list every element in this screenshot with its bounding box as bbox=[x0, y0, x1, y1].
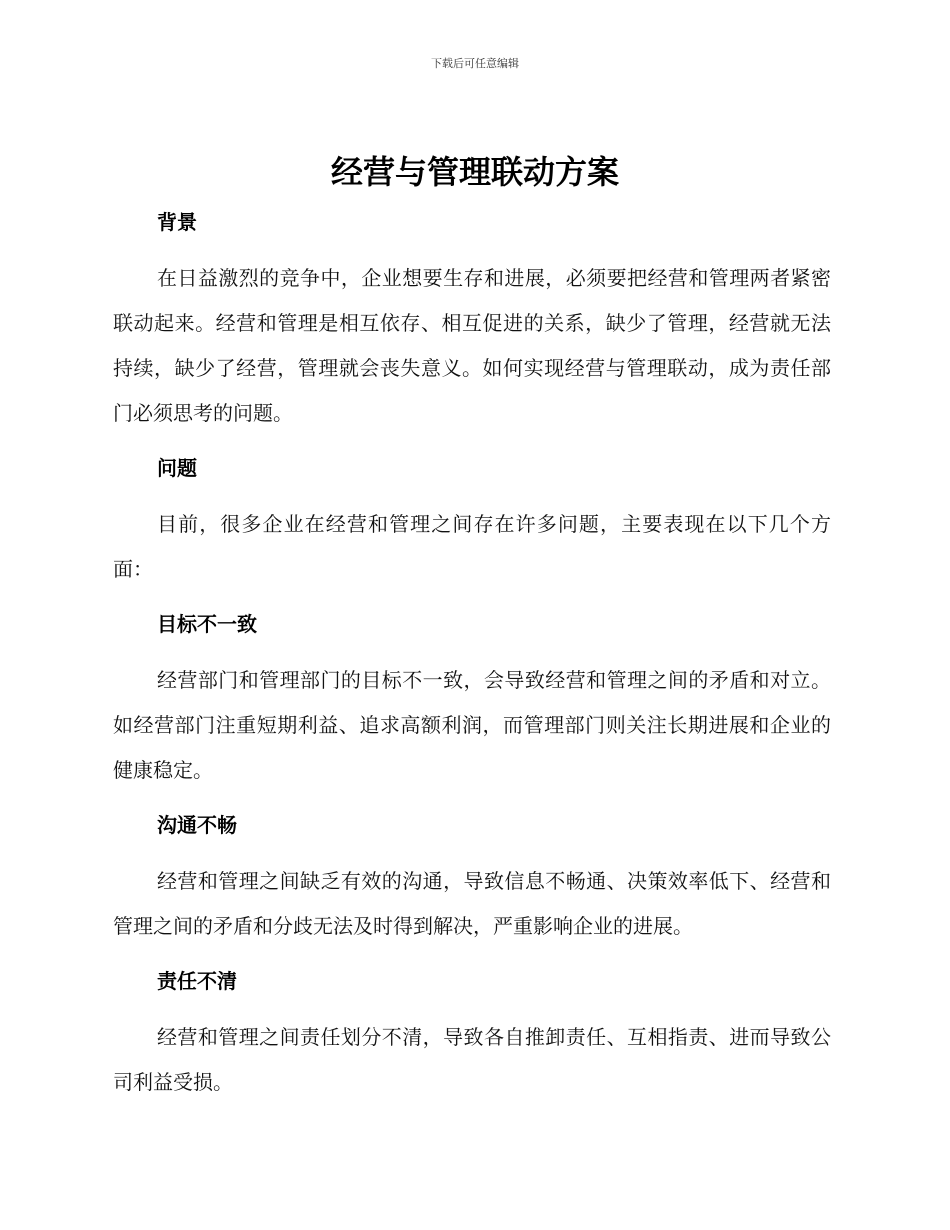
section-paragraph: 目前，很多企业在经营和管理之间存在许多问题，主要表现在以下几个方面： bbox=[113, 512, 831, 581]
section-paragraph: 经营和管理之间缺乏有效的沟通，导致信息不畅通、决策效率低下、经营和管理之间的矛盾和分歧无法及时得到解决，严重影响企业的进展。 bbox=[113, 869, 831, 938]
section-goal-mismatch bbox=[113, 604, 831, 793]
section-heading: 问题 bbox=[157, 456, 197, 480]
section-paragraph: 经营部门和管理部门的目标不一致，会导致经营和管理之间的矛盾和对立。如经营部门注重短期利益、追求高额利润，而管理部门则关注长期进展和企业的健康稳定。 bbox=[113, 668, 831, 782]
section-background bbox=[113, 202, 831, 436]
section-paragraph: 在日益激烈的竞争中，企业想要生存和进展，必须要把经营和管理两者紧密联动起来。经营和管理是相互依存、相互促进的关系，缺少了管理，经营就无法持续，缺少了经营，管理就会丧失意义。如何实现经营与管理联动，成为责任部门必须思考的问题。 bbox=[113, 266, 831, 425]
section-heading: 沟通不畅 bbox=[157, 813, 237, 837]
section-heading: 责任不清 bbox=[157, 969, 237, 993]
section-unclear-responsibility bbox=[113, 961, 831, 1105]
section-poor-communication bbox=[113, 805, 831, 949]
section-heading: 目标不一致 bbox=[157, 612, 257, 636]
section-heading: 背景 bbox=[157, 210, 197, 234]
page-header-note: 下载后可任意编辑 bbox=[431, 57, 519, 70]
document-title: 经营与管理联动方案 bbox=[330, 153, 619, 191]
section-paragraph: 经营和管理之间责任划分不清，导致各自推卸责任、互相指责、进而导致公司利益受损。 bbox=[113, 1025, 831, 1094]
section-problems bbox=[113, 448, 831, 592]
document-body bbox=[113, 202, 831, 1117]
